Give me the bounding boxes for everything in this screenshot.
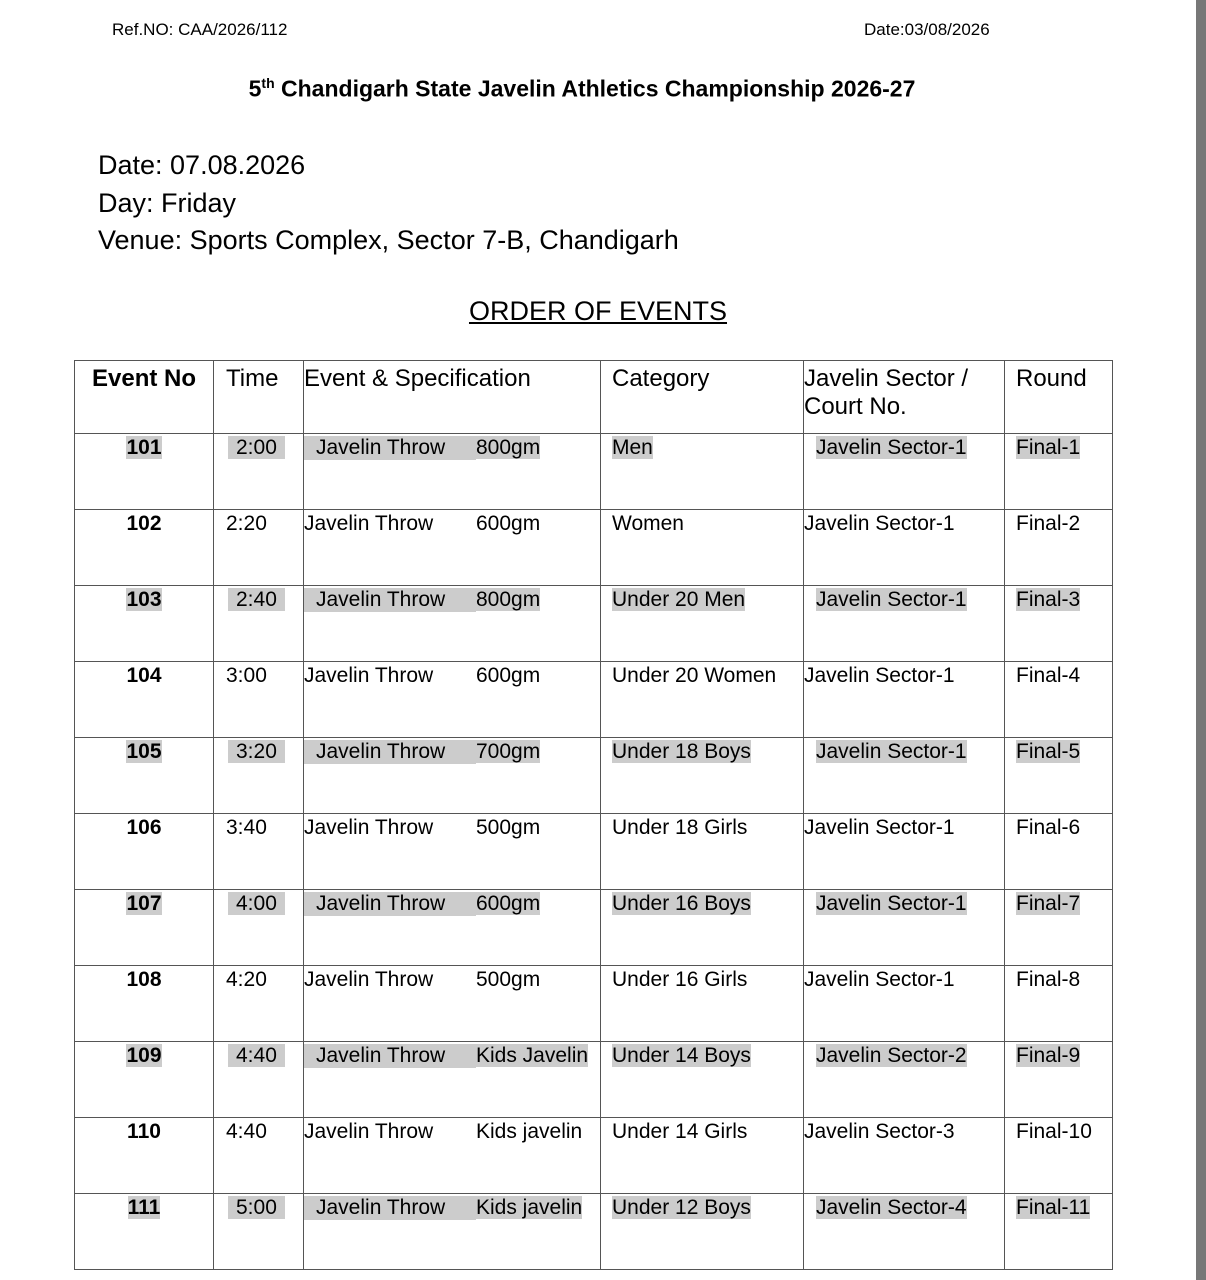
event-spec: 800gm [476,436,541,459]
event-no: 107 [126,892,162,915]
event-time: 4:20 [226,968,267,991]
sector-cell [804,738,1005,814]
event-spec: 500gm [476,816,541,839]
sector-cell [804,586,1005,662]
sector-cell [804,434,1005,510]
event-round: Final-6 [1016,816,1081,839]
page-edge [1196,0,1206,1280]
event-category: Men [612,436,653,459]
event-name: Javelin Throw [304,1044,476,1068]
event-sector: Javelin Sector-2 [816,1044,967,1067]
section-heading: ORDER OF EVENTS [468,296,728,326]
event-no: 101 [126,436,162,459]
event-name: Javelin Throw [304,436,476,460]
event-category: Under 20 Men [612,588,746,611]
category-cell [601,1194,804,1270]
reference-number: Ref.NO: CAA/2026/112 [112,20,288,39]
table-header-row [75,361,1113,434]
time-cell [214,1118,304,1194]
event-no-cell [75,1042,214,1118]
event-sector: Javelin Sector-1 [804,816,955,839]
event-time: 3:00 [226,664,267,687]
sector-cell [804,510,1005,586]
event-round: Final-1 [1016,436,1081,459]
event-spec: 500gm [476,968,541,991]
event-no-cell [75,1118,214,1194]
event-spec: 700gm [476,740,541,763]
event-no-cell [75,1194,214,1270]
table-row [75,1042,1113,1118]
table-row [75,890,1113,966]
event-spec: Kids Javelin [476,1044,589,1067]
event-round: Final-8 [1016,968,1081,991]
event-category: Under 16 Boys [612,892,751,915]
event-spec-cell [304,586,601,662]
event-name: Javelin Throw [304,588,476,612]
event-no-cell [75,586,214,662]
category-cell [601,814,804,890]
event-time: 2:00 [228,436,285,459]
event-no: 109 [126,1044,162,1067]
event-no: 104 [126,664,162,687]
table-body [75,434,1113,1270]
event-spec: Kids javelin [476,1120,583,1143]
title-ordinal-suffix: th [261,75,275,91]
event-spec: 600gm [476,664,541,687]
event-round: Final-2 [1016,512,1081,535]
sector-cell [804,966,1005,1042]
round-cell [1005,662,1113,738]
event-no-cell [75,738,214,814]
title-ordinal: 5 [248,75,262,102]
event-sector: Javelin Sector-1 [804,968,955,991]
column-header-sector: Javelin Sector / Court No. [804,361,1005,434]
table-row [75,1118,1113,1194]
time-cell [214,738,304,814]
category-cell [601,738,804,814]
event-spec-cell [304,890,601,966]
event-spec-cell [304,1042,601,1118]
order-of-events-table [74,360,1113,1270]
round-cell [1005,1042,1113,1118]
event-spec-cell [304,510,601,586]
event-category: Under 20 Women [612,664,777,687]
event-round: Final-11 [1016,1196,1091,1219]
event-spec-cell [304,966,601,1042]
event-no: 102 [126,512,162,535]
event-category: Under 14 Girls [612,1120,748,1143]
event-sector: Javelin Sector-1 [816,892,967,915]
time-cell [214,890,304,966]
column-header-event-spec: Event & Specification [304,361,601,434]
category-cell [601,434,804,510]
column-header-event-no: Event No [75,361,214,434]
time-cell [214,814,304,890]
event-spec-cell [304,814,601,890]
table-row [75,1194,1113,1270]
event-time: 3:20 [228,740,285,763]
time-cell [214,1042,304,1118]
category-cell [601,966,804,1042]
event-no: 106 [126,816,162,839]
document-title [0,75,1164,103]
round-cell [1005,1194,1113,1270]
sector-cell [804,1042,1005,1118]
event-time: 5:00 [228,1196,285,1219]
time-cell [214,662,304,738]
round-cell [1005,738,1113,814]
event-category: Under 16 Girls [612,968,748,991]
round-cell [1005,510,1113,586]
issue-date: Date:03/08/2026 [864,20,990,39]
time-cell [214,966,304,1042]
category-cell [601,586,804,662]
event-sector: Javelin Sector-1 [816,436,967,459]
event-spec-cell [304,1118,601,1194]
event-spec: Kids javelin [476,1196,583,1219]
event-name: Javelin Throw [304,816,434,839]
event-spec: 800gm [476,588,541,611]
event-no: 105 [126,740,162,763]
column-header-time: Time [214,361,304,434]
event-no-cell [75,434,214,510]
time-cell [214,510,304,586]
event-name: Javelin Throw [304,740,476,764]
event-sector: Javelin Sector-1 [804,664,955,687]
table-row [75,738,1113,814]
event-category: Under 12 Boys [612,1196,751,1219]
event-time: 3:40 [226,816,267,839]
event-sector: Javelin Sector-4 [816,1196,967,1219]
time-cell [214,586,304,662]
sector-cell [804,1118,1005,1194]
event-round: Final-7 [1016,892,1081,915]
event-round: Final-9 [1016,1044,1081,1067]
round-cell [1005,586,1113,662]
category-cell [601,1118,804,1194]
round-cell [1005,1118,1113,1194]
event-no-cell [75,890,214,966]
time-cell [214,434,304,510]
event-day: Day: Friday [98,188,237,218]
event-spec: 600gm [476,892,541,915]
event-category: Women [612,512,684,535]
event-spec-cell [304,662,601,738]
time-cell [214,1194,304,1270]
title-text: Chandigarh State Javelin Athletics Championship 2026-27 [274,75,916,102]
table-row [75,586,1113,662]
event-no-cell [75,510,214,586]
table-row [75,434,1113,510]
sector-cell [804,814,1005,890]
category-cell [601,662,804,738]
sector-cell [804,1194,1005,1270]
event-name: Javelin Throw [304,664,434,687]
sector-cell [804,890,1005,966]
table-row [75,510,1113,586]
event-no-cell [75,814,214,890]
table-row [75,966,1113,1042]
event-name: Javelin Throw [304,968,434,991]
event-category: Under 14 Boys [612,1044,751,1067]
event-spec-cell [304,1194,601,1270]
round-cell [1005,890,1113,966]
category-cell [601,510,804,586]
event-sector: Javelin Sector-1 [816,740,967,763]
event-sector: Javelin Sector-1 [816,588,967,611]
event-name: Javelin Throw [304,892,476,916]
column-header-category: Category [601,361,804,434]
event-date: Date: 07.08.2026 [98,150,306,180]
event-time: 4:00 [228,892,285,915]
event-sector: Javelin Sector-3 [804,1120,955,1143]
category-cell [601,890,804,966]
event-time: 2:40 [228,588,285,611]
event-spec-cell [304,738,601,814]
event-venue: Venue: Sports Complex, Sector 7-B, Chandigarh [98,225,679,255]
table-row [75,662,1113,738]
event-time: 2:20 [226,512,267,535]
event-name: Javelin Throw [304,1120,434,1143]
round-cell [1005,966,1113,1042]
event-round: Final-5 [1016,740,1081,763]
event-spec: 600gm [476,512,541,535]
event-no: 111 [127,1196,161,1219]
round-cell [1005,814,1113,890]
event-category: Under 18 Girls [612,816,748,839]
column-header-round: Round [1005,361,1113,434]
event-round: Final-10 [1016,1120,1092,1143]
event-name: Javelin Throw [304,1196,476,1220]
category-cell [601,1042,804,1118]
event-round: Final-4 [1016,664,1081,687]
event-no: 110 [127,1120,161,1143]
event-time: 4:40 [226,1120,267,1143]
event-no: 103 [126,588,162,611]
event-spec-cell [304,434,601,510]
event-time: 4:40 [228,1044,285,1067]
event-round: Final-3 [1016,588,1081,611]
event-sector: Javelin Sector-1 [804,512,955,535]
event-category: Under 18 Boys [612,740,751,763]
sector-cell [804,662,1005,738]
event-no-cell [75,966,214,1042]
event-no: 108 [126,968,162,991]
table-row [75,814,1113,890]
round-cell [1005,434,1113,510]
event-name: Javelin Throw [304,512,434,535]
event-no-cell [75,662,214,738]
